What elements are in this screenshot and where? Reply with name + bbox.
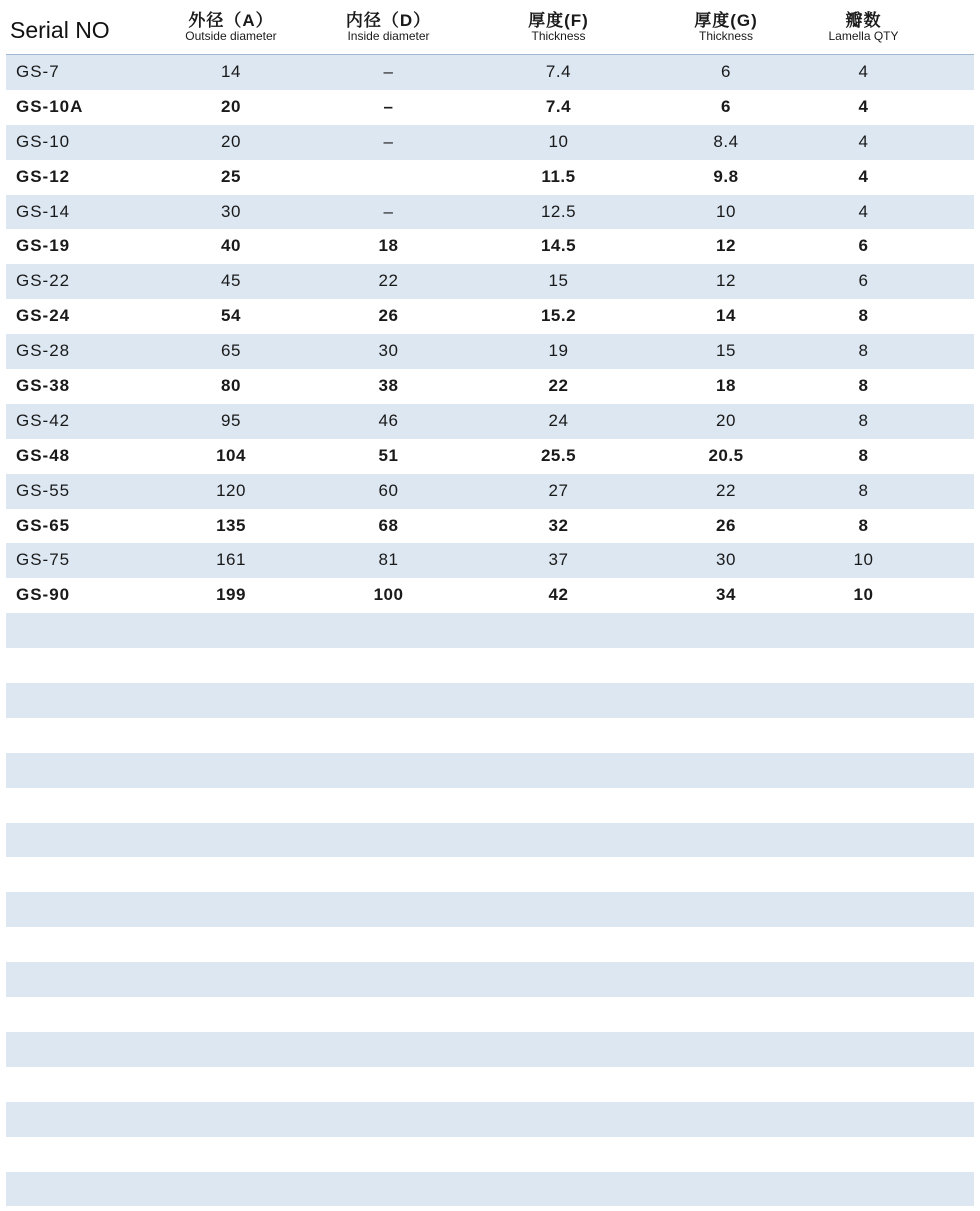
outside-diameter-cell: 161: [216, 550, 246, 570]
outside-diameter-cell: 14: [221, 62, 241, 81]
thickness-g-cell: 22: [716, 480, 736, 500]
outside-diameter-cell: 54: [221, 306, 241, 326]
serial-cell: GS-10: [16, 131, 71, 151]
header-inside-diameter-en: Inside diameter: [347, 29, 430, 43]
empty-row: [6, 718, 974, 753]
thickness-f-cell: 14.5: [540, 236, 577, 256]
empty-row: [6, 1032, 974, 1067]
empty-row: [6, 788, 974, 823]
serial-cell: GS-14: [16, 201, 71, 221]
empty-row: [6, 613, 974, 648]
thickness-f-cell: 25.5: [540, 445, 577, 465]
outside-diameter-cell: 120: [216, 480, 246, 500]
lamella-qty-cell: 4: [858, 201, 869, 221]
table-row: [6, 543, 974, 578]
table-row: [6, 229, 974, 264]
header-lamella-qty: [801, 6, 926, 54]
table-row: [6, 474, 974, 509]
header-inside-diameter: [331, 6, 446, 54]
outside-diameter-cell: 199: [216, 585, 246, 605]
lamella-qty-cell: 8: [858, 515, 869, 535]
table-row: [6, 578, 974, 613]
table-row: [6, 404, 974, 439]
inside-diameter-cell: 60: [378, 480, 399, 500]
empty-row: [6, 962, 974, 997]
outside-diameter-cell: 20: [221, 131, 241, 151]
thickness-f-cell: 19: [548, 341, 569, 361]
outside-diameter-cell: 40: [221, 236, 241, 256]
serial-cell: GS-7: [16, 62, 60, 81]
header-outside-diameter: [166, 6, 296, 54]
outside-diameter-cell: 135: [216, 515, 246, 535]
thickness-g-cell: 15: [716, 341, 736, 361]
empty-row: [6, 1067, 974, 1102]
header-inside-diameter-cn: 内径（D）: [345, 11, 432, 30]
thickness-g-cell: 12: [716, 236, 736, 256]
thickness-g-cell: 14: [716, 306, 736, 326]
serial-cell: GS-55: [16, 480, 71, 500]
lamella-qty-cell: 4: [858, 166, 869, 186]
table-row: [6, 160, 974, 195]
lamella-qty-cell: 4: [858, 131, 869, 151]
table-body: [6, 55, 974, 1206]
serial-cell: GS-38: [16, 376, 71, 396]
thickness-g-cell: 8.4: [713, 131, 739, 151]
empty-row: [6, 1102, 974, 1137]
lamella-qty-cell: 4: [858, 96, 869, 116]
lamella-qty-cell: 6: [858, 236, 869, 256]
empty-row: [6, 683, 974, 718]
serial-cell: GS-10A: [16, 96, 84, 116]
serial-cell: GS-42: [16, 410, 71, 430]
inside-diameter-cell: 46: [378, 410, 399, 430]
inside-diameter-cell: 100: [373, 585, 404, 605]
thickness-g-cell: 20.5: [708, 445, 744, 465]
empty-row: [6, 997, 974, 1032]
table-row: [6, 90, 974, 125]
thickness-f-cell: 32: [548, 515, 569, 535]
inside-diameter-cell: 68: [378, 515, 399, 535]
table-row: [6, 195, 974, 230]
outside-diameter-cell: 80: [221, 376, 241, 396]
table-row: [6, 369, 974, 404]
inside-diameter-cell: 51: [378, 445, 399, 465]
thickness-g-cell: 20: [716, 410, 736, 430]
header-outside-diameter-en: Outside diameter: [185, 29, 277, 43]
lamella-qty-cell: 4: [858, 62, 869, 81]
thickness-g-cell: 26: [716, 515, 736, 535]
table-row: [6, 509, 974, 544]
header-thickness-g-cn: 厚度(G): [694, 11, 758, 30]
serial-cell: GS-19: [16, 236, 71, 256]
lamella-qty-cell: 8: [858, 480, 869, 500]
thickness-f-cell: 7.4: [545, 62, 572, 81]
inside-diameter-cell: [331, 160, 446, 195]
outside-diameter-cell: 95: [221, 410, 241, 430]
empty-row: [6, 753, 974, 788]
inside-diameter-cell: –: [383, 62, 394, 81]
table-header: [6, 6, 974, 55]
table-row: [6, 439, 974, 474]
thickness-f-cell: 37: [548, 550, 569, 570]
thickness-g-cell: 6: [721, 96, 731, 116]
inside-diameter-cell: 38: [378, 376, 399, 396]
table-row: [6, 55, 974, 90]
table-row: [6, 299, 974, 334]
header-outside-diameter-cn: 外径（A）: [188, 11, 274, 30]
table-row: [6, 334, 974, 369]
lamella-qty-cell: 10: [853, 550, 874, 570]
inside-diameter-cell: –: [383, 96, 394, 116]
serial-cell: GS-24: [16, 306, 71, 326]
thickness-g-cell: 6: [721, 62, 731, 81]
lamella-qty-cell: 8: [858, 341, 869, 361]
serial-cell: GS-48: [16, 445, 71, 465]
outside-diameter-cell: 45: [221, 271, 241, 291]
thickness-f-cell: 15: [548, 271, 569, 291]
inside-diameter-cell: 26: [378, 306, 399, 326]
inside-diameter-cell: 22: [378, 271, 399, 291]
thickness-g-cell: 9.8: [713, 166, 739, 186]
outside-diameter-cell: 104: [216, 445, 246, 465]
inside-diameter-cell: –: [383, 201, 394, 221]
header-thickness-f-cn: 厚度(F): [528, 11, 589, 30]
thickness-f-cell: 15.2: [540, 306, 577, 326]
serial-cell: GS-90: [16, 585, 71, 605]
empty-row: [6, 1172, 974, 1207]
serial-cell: GS-75: [16, 550, 71, 570]
header-serial-no: Serial NO: [10, 17, 110, 43]
lamella-qty-cell: 10: [853, 585, 874, 605]
header-thickness-f-en: Thickness: [531, 29, 586, 43]
inside-diameter-cell: 30: [378, 341, 399, 361]
thickness-f-cell: 7.4: [545, 96, 572, 116]
inside-diameter-cell: 18: [378, 236, 399, 256]
outside-diameter-cell: 30: [221, 201, 241, 221]
header-lamella-qty-en: Lamella QTY: [828, 29, 899, 43]
spec-table: [6, 6, 974, 1206]
thickness-g-cell: 18: [716, 376, 736, 396]
thickness-f-cell: 11.5: [541, 166, 576, 186]
serial-cell: GS-65: [16, 515, 71, 535]
thickness-g-cell: 10: [716, 201, 736, 221]
header-thickness-f: [496, 6, 621, 54]
thickness-f-cell: 42: [548, 585, 569, 605]
lamella-qty-cell: 8: [858, 376, 869, 396]
header-thickness-g: [661, 6, 791, 54]
serial-cell: GS-12: [16, 166, 71, 186]
lamella-qty-cell: 8: [858, 445, 869, 465]
outside-diameter-cell: 25: [221, 166, 241, 186]
header-thickness-g-en: Thickness: [698, 29, 754, 43]
thickness-f-cell: 27: [548, 480, 569, 500]
serial-cell: GS-28: [16, 341, 71, 361]
lamella-qty-cell: 8: [858, 410, 869, 430]
empty-row: [6, 857, 974, 892]
thickness-g-cell: 12: [716, 271, 736, 291]
table-row: [6, 264, 974, 299]
empty-row: [6, 823, 974, 858]
thickness-g-cell: 34: [716, 585, 736, 605]
empty-row: [6, 648, 974, 683]
lamella-qty-cell: 8: [858, 306, 869, 326]
lamella-qty-cell: 6: [858, 271, 869, 291]
empty-row: [6, 1137, 974, 1172]
header-lamella-qty-cn: 瓣数: [845, 11, 882, 30]
thickness-g-cell: 30: [716, 550, 736, 570]
table-row: [6, 125, 974, 160]
thickness-f-cell: 10: [548, 131, 569, 151]
serial-cell: GS-22: [16, 271, 71, 291]
empty-row: [6, 892, 974, 927]
empty-row: [6, 927, 974, 962]
inside-diameter-cell: 81: [378, 550, 399, 570]
outside-diameter-cell: 20: [221, 96, 241, 116]
thickness-f-cell: 24: [548, 410, 569, 430]
thickness-f-cell: 12.5: [540, 201, 577, 221]
inside-diameter-cell: –: [383, 131, 394, 151]
outside-diameter-cell: 65: [221, 341, 241, 361]
thickness-f-cell: 22: [548, 376, 569, 396]
